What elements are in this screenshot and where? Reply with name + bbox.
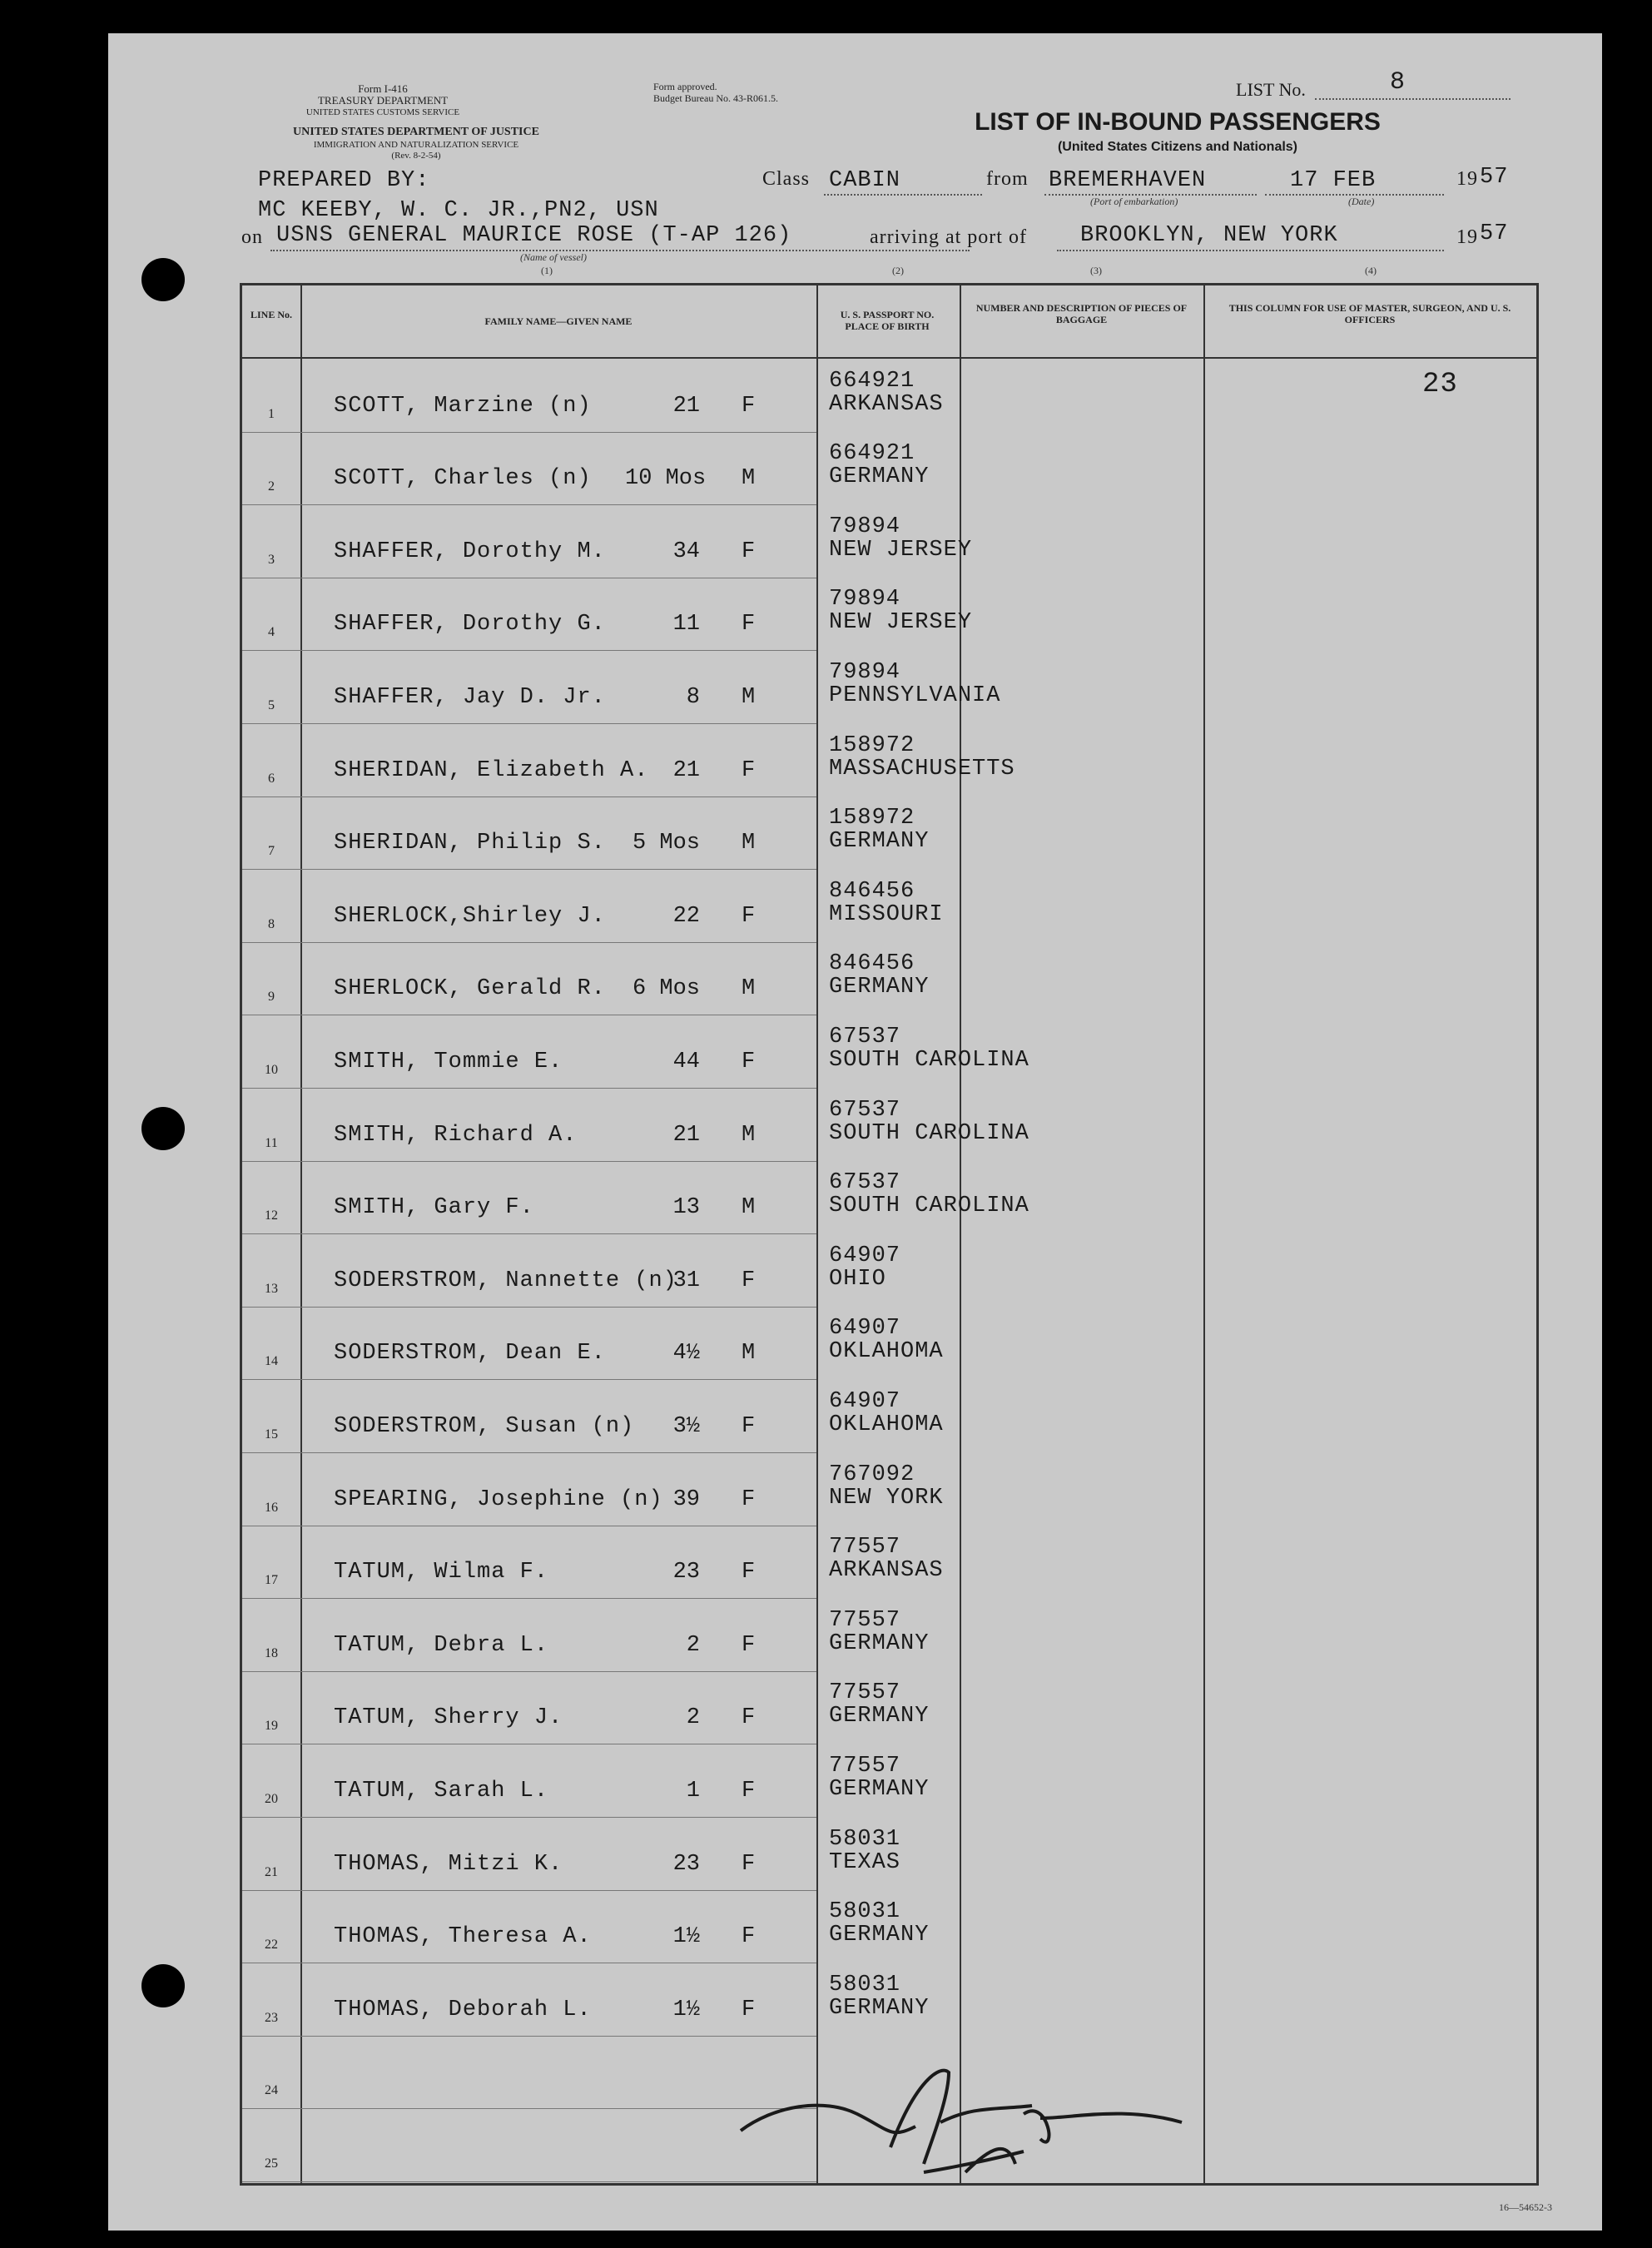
passport-number: 79894 (829, 514, 901, 539)
passenger-name: THOMAS, Mitzi K. (334, 1851, 563, 1877)
passenger-name: TATUM, Sherry J. (334, 1705, 563, 1731)
passenger-sex: F (742, 903, 756, 929)
passenger-age: 5 Mos (632, 831, 700, 856)
place-of-birth: SOUTH CAROLINA (829, 1120, 1029, 1146)
arrival-port: BROOKLYN, NEW YORK (1080, 223, 1338, 248)
place-of-birth: GERMANY (829, 1704, 930, 1729)
passenger-name: SCOTT, Charles (n) (334, 466, 592, 492)
line-number: 11 (265, 1135, 278, 1150)
passenger-age: 10 Mos (625, 466, 707, 492)
line-number: 10 (265, 1063, 278, 1077)
port-embarkation-caption: (Port of embarkation) (1090, 196, 1178, 207)
prepared-by-value: MC KEEBY, W. C. JR.,PN2, USN (258, 198, 659, 223)
passenger-sex: M (742, 1122, 756, 1148)
passenger-age: 23 (672, 1560, 700, 1586)
passenger-name: SHAFFER, Jay D. Jr. (334, 685, 606, 710)
place-of-birth: ARKANSAS (829, 391, 944, 417)
row-rule (242, 1671, 816, 1672)
year-value: 57 (1480, 221, 1509, 246)
passenger-name: SODERSTROM, Dean E. (334, 1341, 606, 1367)
line-number: 2 (268, 479, 275, 494)
passport-number: 77557 (829, 1535, 901, 1561)
line-number: 6 (268, 771, 275, 786)
passenger-age: 23 (672, 1851, 700, 1877)
passenger-name: SHAFFER, Dorothy G. (334, 612, 606, 638)
passenger-name: SMITH, Gary F. (334, 1195, 534, 1221)
row-rule (242, 1452, 816, 1453)
passport-number: 64907 (829, 1389, 901, 1414)
passenger-age: 2 (686, 1705, 700, 1731)
place-of-birth: MISSOURI (829, 901, 944, 927)
passport-number: 158972 (829, 806, 915, 831)
passenger-sex: M (742, 1195, 756, 1221)
passenger-sex: M (742, 1341, 756, 1367)
place-of-birth: GERMANY (829, 829, 930, 855)
passenger-sex: F (742, 1632, 756, 1658)
rule (1315, 98, 1511, 100)
passenger-age: 34 (672, 538, 700, 564)
row-rule (242, 2036, 816, 2037)
passenger-name: SHAFFER, Dorothy M. (334, 538, 606, 564)
passenger-sex: F (742, 538, 756, 564)
passport-number: 58031 (829, 1826, 901, 1852)
arriving-label: arriving at port of (870, 226, 1027, 248)
passport-number: 67537 (829, 1097, 901, 1123)
passenger-age: 6 Mos (632, 976, 700, 1002)
passenger-table (240, 283, 1539, 2186)
row-rule (242, 1598, 816, 1599)
line-number: 7 (268, 844, 275, 859)
line-number: 12 (265, 1208, 278, 1223)
row-rule (242, 1088, 816, 1089)
place-of-birth: OHIO (829, 1266, 886, 1292)
line-number: 16 (265, 1500, 278, 1515)
passenger-sex: M (742, 831, 756, 856)
passenger-age: 3½ (672, 1414, 700, 1439)
passport-number: 77557 (829, 1607, 901, 1633)
form-print-code: 16—54652-3 (1499, 2201, 1552, 2213)
line-number: 8 (268, 916, 275, 931)
column-header-officers: THIS COLUMN FOR USE OF MASTER, SURGEON, AND U. S. OFFICERS (1228, 302, 1511, 325)
row-rule (242, 1161, 816, 1162)
column-divider (960, 285, 961, 2183)
line-number: 24 (265, 2083, 278, 2098)
place-of-birth: NEW YORK (829, 1485, 944, 1511)
passenger-name: SMITH, Tommie E. (334, 1050, 563, 1074)
passenger-name: SHERIDAN, Elizabeth A. (334, 757, 649, 783)
passenger-name: THOMAS, Theresa A. (334, 1924, 592, 1950)
agency-treasury: TREASURY DEPARTMENT (317, 94, 449, 107)
officer-note: 23 (1422, 369, 1458, 400)
passenger-age: 8 (686, 685, 700, 710)
punch-hole (141, 258, 185, 301)
passenger-sex: F (742, 1486, 756, 1512)
passenger-name: SPEARING, Josephine (n) (334, 1486, 663, 1512)
passenger-sex: M (742, 976, 756, 1002)
passenger-age: 11 (672, 612, 700, 638)
line-number: 1 (268, 406, 275, 421)
line-number: 4 (268, 625, 275, 640)
rule (270, 250, 970, 251)
line-number: 3 (268, 552, 275, 567)
passenger-name: SMITH, Richard A. (334, 1122, 578, 1148)
column-header-name: FAMILY NAME—GIVEN NAME (484, 315, 633, 327)
row-rule (242, 1233, 816, 1234)
passenger-sex: F (742, 1050, 756, 1074)
column-divider (816, 285, 818, 2183)
passenger-name: TATUM, Sarah L. (334, 1779, 549, 1804)
passenger-name: SODERSTROM, Nannette (n) (334, 1268, 677, 1293)
passport-number: 58031 (829, 1899, 901, 1925)
on-label: on (241, 226, 263, 248)
passport-number: 79894 (829, 587, 901, 613)
line-number: 23 (265, 2010, 278, 2025)
line-number: 15 (265, 1427, 278, 1442)
place-of-birth: NEW JERSEY (829, 610, 973, 636)
passport-number: 77557 (829, 1754, 901, 1779)
line-number: 9 (268, 990, 275, 1005)
passenger-sex: F (742, 393, 756, 419)
column-header-passport: U. S. PASSPORT NO. PLACE OF BIRTH (840, 309, 935, 332)
passenger-name: SODERSTROM, Susan (n) (334, 1414, 635, 1439)
passenger-sex: F (742, 1705, 756, 1731)
form-approved-text: Form approved. (653, 81, 717, 92)
form-revision: (Rev. 8-2-54) (391, 151, 441, 161)
row-rule (242, 869, 816, 870)
form-approved (653, 81, 778, 104)
passenger-name: TATUM, Debra L. (334, 1632, 549, 1658)
rule (824, 194, 982, 196)
row-rule (242, 1379, 816, 1380)
row-rule (242, 942, 816, 943)
punch-hole (141, 1107, 185, 1150)
column-header-baggage: NUMBER AND DESCRIPTION OF PIECES OF BAGGAGE (975, 302, 1188, 325)
row-rule (242, 1890, 816, 1891)
from-label: from (986, 168, 1029, 190)
passenger-age: 21 (672, 1122, 700, 1148)
passenger-sex: F (742, 1268, 756, 1293)
passport-number: 664921 (829, 368, 915, 394)
document-title: LIST OF IN-BOUND PASSENGERS (975, 108, 1381, 136)
passenger-sex: F (742, 1924, 756, 1950)
rule (1057, 250, 1444, 251)
passenger-sex: F (742, 1851, 756, 1877)
passport-number: 58031 (829, 1972, 901, 1997)
passenger-name: TATUM, Wilma F. (334, 1560, 549, 1586)
passenger-name: THOMAS, Deborah L. (334, 1997, 592, 2022)
list-number: 8 (1390, 68, 1406, 97)
passport-number: 77557 (829, 1680, 901, 1706)
passport-number: 664921 (829, 441, 915, 467)
column-number: (1) (541, 265, 553, 276)
passenger-age: 22 (672, 903, 700, 929)
line-number: 25 (265, 2156, 278, 2171)
line-number: 21 (265, 1864, 278, 1879)
place-of-birth: GERMANY (829, 975, 930, 1000)
class-value: CABIN (829, 168, 901, 193)
passenger-sex: F (742, 1560, 756, 1586)
line-number: 14 (265, 1354, 278, 1369)
signature-image (724, 2047, 1257, 2189)
year-prefix: 19 (1456, 226, 1478, 248)
embark-date: 17 FEB (1290, 168, 1377, 193)
passport-number: 767092 (829, 1461, 915, 1487)
place-of-birth: NEW JERSEY (829, 537, 973, 563)
passenger-name: SHERLOCK,Shirley J. (334, 903, 606, 929)
document-page (108, 33, 1602, 2231)
passenger-age: 44 (672, 1050, 700, 1074)
place-of-birth: GERMANY (829, 1630, 930, 1656)
place-of-birth: PENNSYLVANIA (829, 683, 1001, 708)
place-of-birth: GERMANY (829, 1995, 930, 2021)
row-rule (242, 650, 816, 651)
line-number: 18 (265, 1645, 278, 1660)
place-of-birth: ARKANSAS (829, 1558, 944, 1584)
place-of-birth: OKLAHOMA (829, 1412, 944, 1437)
passport-number: 79894 (829, 660, 901, 685)
row-rule (242, 504, 816, 505)
passport-number: 67537 (829, 1025, 901, 1050)
passport-number: 158972 (829, 732, 915, 758)
document-subtitle: (United States Citizens and Nationals) (1057, 140, 1298, 154)
prepared-by-label: PREPARED BY: (258, 168, 430, 193)
place-of-birth: GERMANY (829, 1777, 930, 1802)
passenger-age: 31 (672, 1268, 700, 1293)
form-number: Form I-416 (358, 82, 408, 95)
passenger-sex: F (742, 1779, 756, 1804)
agency-customs: UNITED STATES CUSTOMS SERVICE (305, 107, 460, 117)
passenger-age: 21 (672, 393, 700, 419)
column-number: (3) (1090, 265, 1102, 276)
line-number: 5 (268, 698, 275, 712)
passenger-age: 4½ (672, 1341, 700, 1367)
passenger-age: 1½ (672, 1924, 700, 1950)
passenger-age: 39 (672, 1486, 700, 1512)
passenger-sex: M (742, 685, 756, 710)
row-rule (242, 723, 816, 724)
column-number: (2) (892, 265, 904, 276)
passport-number: 846456 (829, 951, 915, 977)
place-of-birth: GERMANY (829, 1923, 930, 1948)
passenger-age: 13 (672, 1195, 700, 1221)
line-number: 20 (265, 1792, 278, 1806)
place-of-birth: SOUTH CAROLINA (829, 1193, 1029, 1219)
passenger-sex: F (742, 1997, 756, 2022)
passenger-age: 1½ (672, 1997, 700, 2022)
passenger-sex: F (742, 1414, 756, 1439)
list-number-label: LIST No. (1236, 79, 1306, 100)
agency-ins: IMMIGRATION AND NATURALIZATION SERVICE (313, 140, 519, 150)
row-rule (242, 796, 816, 797)
row-rule (242, 1817, 816, 1818)
place-of-birth: TEXAS (829, 1849, 901, 1875)
passenger-age: 21 (672, 757, 700, 783)
place-of-birth: GERMANY (829, 464, 930, 490)
vessel-caption: (Name of vessel) (520, 251, 587, 263)
place-of-birth: OKLAHOMA (829, 1339, 944, 1365)
year-value: 57 (1480, 165, 1509, 190)
form-agency-block (283, 83, 483, 118)
port-of-embarkation: BREMERHAVEN (1049, 168, 1207, 193)
passport-number: 67537 (829, 1170, 901, 1196)
passenger-name: SHERLOCK, Gerald R. (334, 976, 606, 1002)
passenger-sex: F (742, 612, 756, 638)
place-of-birth: MASSACHUSETTS (829, 756, 1015, 782)
place-of-birth: SOUTH CAROLINA (829, 1048, 1029, 1073)
vessel-name: USNS GENERAL MAURICE ROSE (T-AP 126) (276, 223, 792, 248)
passenger-name: SHERIDAN, Philip S. (334, 831, 606, 856)
header-divider (242, 357, 1536, 359)
line-number: 13 (265, 1281, 278, 1296)
line-number: 22 (265, 1938, 278, 1953)
passenger-age: 1 (686, 1779, 700, 1804)
passport-number: 64907 (829, 1243, 901, 1268)
passenger-sex: F (742, 757, 756, 783)
passenger-name: SCOTT, Marzine (n) (334, 393, 592, 419)
class-label: Class (762, 168, 811, 190)
passport-number: 846456 (829, 878, 915, 904)
row-rule (242, 432, 816, 433)
line-number: 19 (265, 1719, 278, 1734)
column-header-line-no: LINE No. (250, 309, 292, 320)
line-number: 17 (265, 1573, 278, 1588)
row-rule (242, 1307, 816, 1308)
punch-hole (141, 1964, 185, 2007)
passenger-age: 2 (686, 1632, 700, 1658)
date-caption: (Date) (1348, 196, 1375, 207)
column-number: (4) (1365, 265, 1377, 276)
column-divider (1203, 285, 1205, 2183)
agency-justice: UNITED STATES DEPARTMENT OF JUSTICE (293, 126, 539, 138)
year-prefix: 19 (1456, 168, 1478, 190)
budget-bureau-number: Budget Bureau No. 43-R061.5. (653, 92, 778, 104)
passenger-sex: M (742, 466, 756, 492)
passport-number: 64907 (829, 1316, 901, 1342)
